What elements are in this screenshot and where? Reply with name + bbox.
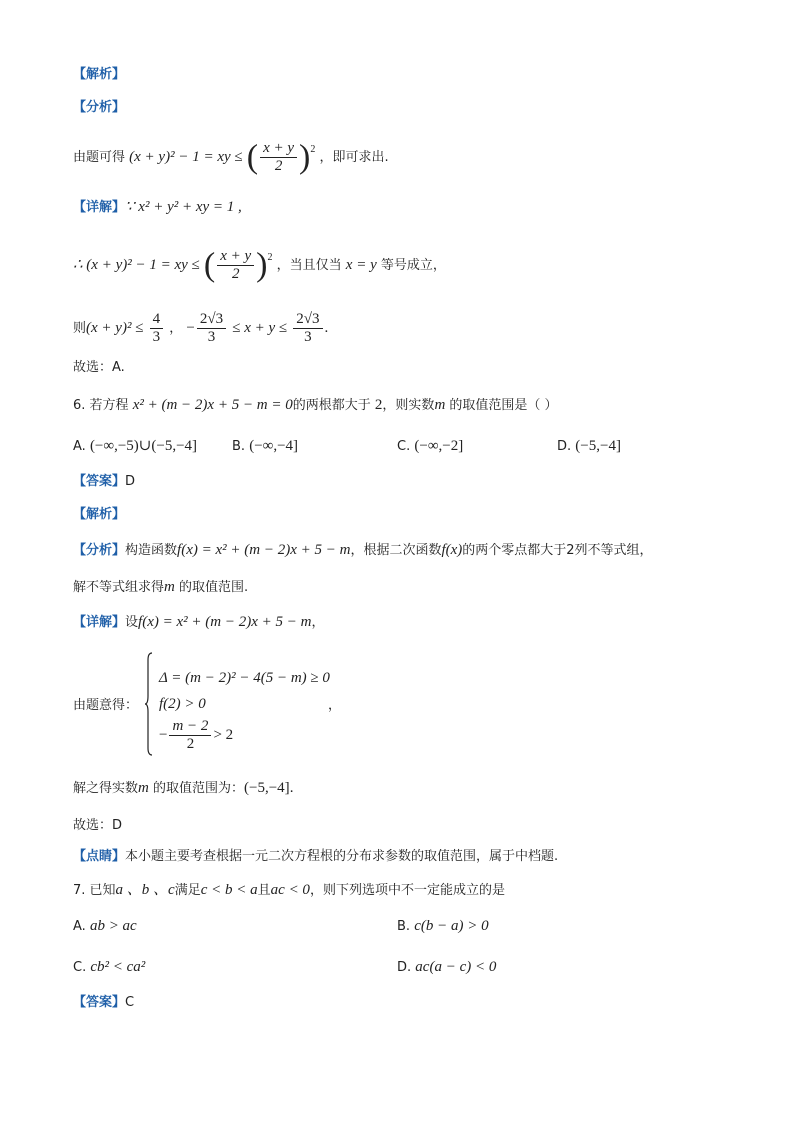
- math: .: [289, 780, 294, 796]
- text: 的两个零点都大于2列不等式组，: [462, 543, 653, 558]
- system-comma: ，: [328, 698, 342, 713]
- frac-num: 4: [150, 311, 164, 329]
- q6-option-b[interactable]: [232, 437, 298, 456]
- math: ∴ (x + y)² − 1 = xy ≤: [73, 257, 200, 273]
- math: m: [434, 397, 446, 413]
- text: ，根据二次函数: [350, 543, 442, 558]
- option-label: D.: [557, 439, 572, 454]
- math: f(x) = x² + (m − 2)x + 5 − m: [138, 614, 312, 630]
- q6-analysis-heading: 【解析】: [73, 507, 126, 522]
- option-value: ab > ac: [89, 918, 137, 934]
- option-value: (−5,−4]: [575, 438, 621, 454]
- answer-tag: 【答案】: [73, 995, 126, 1010]
- math: ∵ x² + y² + xy = 1 ,: [125, 199, 242, 215]
- frac-num: 2√3: [293, 311, 322, 329]
- q6-option-a[interactable]: [73, 437, 197, 456]
- math: c < b < a: [200, 882, 258, 898]
- inequality-system: [145, 652, 335, 758]
- option-value: ac(a − c) < 0: [415, 959, 497, 975]
- option-value: (−∞,−5)∪(−5,−4]: [89, 438, 198, 454]
- text: 7. 已知: [73, 883, 116, 898]
- text: 由题可得: [73, 150, 126, 165]
- q6-comment: [73, 848, 558, 866]
- q6-stem: [73, 396, 558, 415]
- frac-num: x + y: [260, 140, 297, 158]
- q7-answer: [73, 994, 134, 1012]
- frac-num: m − 2: [169, 718, 211, 736]
- p5-detail-1: [73, 198, 242, 217]
- math: (x + y)² ≤: [86, 320, 144, 336]
- q7-option-a[interactable]: [73, 917, 137, 936]
- text: 等号成立，: [380, 258, 446, 273]
- text: 构造函数: [125, 543, 178, 558]
- option-label: B.: [232, 439, 246, 454]
- fraction: [197, 311, 226, 346]
- frac-num: x + y: [217, 248, 254, 266]
- option-value: cb² < ca²: [90, 959, 146, 975]
- answer-value: D: [125, 474, 136, 489]
- q7-option-d[interactable]: [397, 958, 496, 977]
- math: x² + (m − 2)x + 5 − m = 0: [132, 397, 293, 413]
- frac-num: 2√3: [197, 311, 226, 329]
- q6-option-d[interactable]: [557, 437, 621, 456]
- option-value: (−∞,−2]: [414, 438, 464, 454]
- text: ，: [169, 321, 183, 336]
- text: 6. 若方程: [73, 398, 129, 413]
- q6-detail: [73, 613, 324, 632]
- text: ，则下列选项中不一定能成立的是: [309, 883, 505, 898]
- answer-tag: 【答案】: [73, 474, 126, 489]
- analysis-subheading: 【分析】: [73, 100, 126, 115]
- comment-tag: 【点睛】: [73, 849, 126, 864]
- math: m: [164, 579, 175, 595]
- text: 且: [257, 883, 271, 898]
- text: 的取值范围.: [179, 580, 249, 595]
- option-label: C.: [73, 960, 87, 975]
- text: 本小题主要考查根据一元二次方程根的分布求参数的取值范围，属于中档题.: [125, 849, 559, 864]
- system-row-2: f(2) > 0: [159, 696, 206, 712]
- p5-detail-3: [73, 311, 328, 346]
- q6-answer: [73, 473, 135, 491]
- system-row-3: [159, 718, 233, 753]
- math: f(x) = x² + (m − 2)x + 5 − m: [177, 542, 351, 558]
- paren-close: ): [299, 138, 311, 176]
- p5-analysis-line: [73, 140, 389, 175]
- left-brace-icon: [145, 652, 153, 756]
- system-row-1: Δ = (m − 2)² − 4(5 − m) ≥ 0: [159, 670, 330, 686]
- text: 的取值范围是（ ）: [449, 398, 558, 413]
- text: 则: [73, 321, 87, 336]
- math: 2: [374, 397, 383, 413]
- text: 的两根都大于: [292, 398, 371, 413]
- frac-den: 3: [207, 329, 216, 345]
- option-label: C.: [397, 439, 411, 454]
- q7-stem: [73, 881, 505, 900]
- fraction: [217, 248, 254, 283]
- p5-choice: 故选：A.: [73, 360, 125, 375]
- detail-tag: 【详解】: [73, 200, 126, 215]
- p5-detail-2: [73, 248, 446, 283]
- text: 解之得实数: [73, 781, 139, 796]
- frac-den: 2: [274, 158, 283, 174]
- q6-solution: [73, 779, 293, 798]
- math: (x + y)² − 1 = xy ≤: [129, 149, 243, 165]
- option-label: B.: [397, 919, 411, 934]
- text: ，: [311, 615, 325, 630]
- math: > 2: [213, 726, 234, 743]
- text: ，当且仅当: [276, 258, 342, 273]
- text: 满足: [174, 883, 201, 898]
- math: (−5,−4]: [244, 780, 290, 796]
- fraction: [169, 718, 211, 753]
- math: m: [138, 780, 149, 796]
- exponent: 2: [267, 252, 273, 263]
- fraction: [293, 311, 322, 346]
- q6-analysis-line2: [73, 578, 248, 597]
- math: −: [159, 726, 168, 743]
- exponent: 2: [310, 144, 316, 155]
- q7-option-b[interactable]: [397, 917, 489, 936]
- text: ，即可求出.: [319, 150, 389, 165]
- math: ac < 0: [270, 882, 310, 898]
- math: .: [324, 320, 329, 336]
- analysis-tag: 【分析】: [73, 543, 126, 558]
- frac-den: 3: [304, 329, 312, 345]
- option-value: c(b − a) > 0: [414, 918, 489, 934]
- math: −: [186, 320, 195, 336]
- math: f(x): [441, 542, 463, 558]
- frac-den: 3: [152, 329, 161, 345]
- paren-open: (: [203, 246, 216, 284]
- text: 设: [125, 615, 139, 630]
- paren-open: (: [246, 138, 259, 176]
- q6-option-c[interactable]: [397, 437, 463, 456]
- text: 解不等式组求得: [73, 580, 165, 595]
- paren-close: ): [256, 246, 268, 284]
- q6-choice: 故选：D: [73, 818, 123, 833]
- q7-option-c[interactable]: [73, 958, 145, 977]
- detail-tag: 【详解】: [73, 615, 126, 630]
- fraction: [150, 311, 164, 346]
- option-label: D.: [397, 960, 412, 975]
- text: ，则实数: [382, 398, 435, 413]
- option-label: A.: [73, 919, 86, 934]
- analysis-heading: 【解析】: [73, 67, 126, 82]
- answer-value: C: [125, 995, 135, 1010]
- text: 的取值范围为：: [153, 781, 245, 796]
- frac-den: 2: [231, 266, 240, 282]
- math: a 、b 、c: [115, 882, 175, 898]
- math: ≤ x + y ≤: [232, 320, 288, 336]
- frac-den: 2: [186, 736, 195, 752]
- fraction: [260, 140, 297, 175]
- math: x = y: [345, 257, 377, 273]
- option-label: A.: [73, 439, 86, 454]
- q6-system-lead: 由题意得：: [73, 698, 139, 713]
- option-value: (−∞,−4]: [249, 438, 299, 454]
- q6-analysis: [73, 541, 653, 560]
